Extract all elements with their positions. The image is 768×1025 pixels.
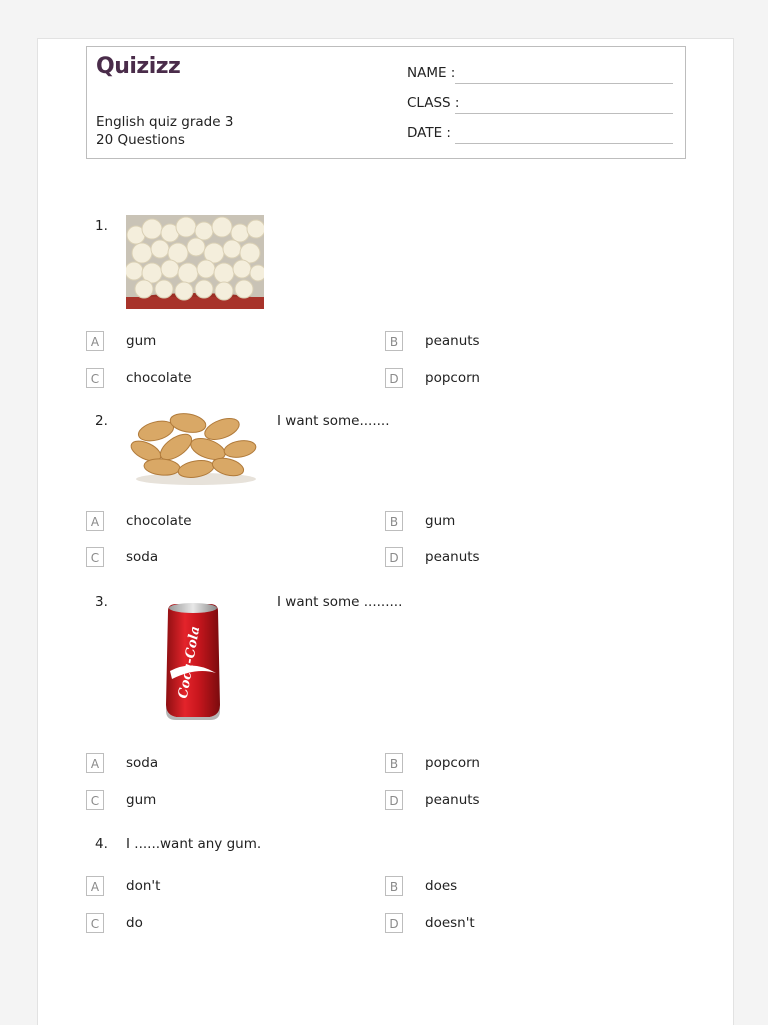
option-a-text[interactable]: gum [126,333,157,349]
option-d-box[interactable]: D [385,913,403,933]
option-a-box[interactable]: A [86,753,104,773]
quiz-title: English quiz grade 3 [96,114,234,130]
soda-can-image [162,601,224,721]
quizizz-logo: Quizizz [96,54,181,79]
question-number: 4. [95,836,108,852]
question-number: 2. [95,413,108,429]
option-b-box[interactable]: B [385,511,403,531]
name-label: NAME : [407,65,456,81]
question-number: 3. [95,594,108,610]
option-c-box[interactable]: C [86,547,104,567]
option-b-box[interactable]: B [385,331,403,351]
question-text: I want some....... [277,413,390,429]
peanuts-image [126,409,264,487]
option-d-box[interactable]: D [385,790,403,810]
option-b-box[interactable]: B [385,753,403,773]
option-a-box[interactable]: A [86,511,104,531]
option-b-text[interactable]: popcorn [425,755,480,771]
option-d-box[interactable]: D [385,547,403,567]
option-a-box[interactable]: A [86,331,104,351]
option-b-text[interactable]: gum [425,513,456,529]
question-number: 1. [95,218,108,234]
option-a-text[interactable]: don't [126,878,161,894]
option-d-text[interactable]: doesn't [425,915,475,931]
option-d-text[interactable]: popcorn [425,370,480,386]
option-a-text[interactable]: soda [126,755,159,771]
name-field[interactable] [455,83,673,84]
option-d-box[interactable]: D [385,368,403,388]
option-a-box[interactable]: A [86,876,104,896]
option-d-text[interactable]: peanuts [425,792,480,808]
option-c-box[interactable]: C [86,913,104,933]
option-c-box[interactable]: C [86,368,104,388]
question-text: I ......want any gum. [126,836,262,852]
option-d-text[interactable]: peanuts [425,549,480,565]
question-text: I want some ......... [277,594,403,610]
option-a-text[interactable]: chocolate [126,513,192,529]
worksheet-page [37,38,734,1025]
option-b-text[interactable]: peanuts [425,333,480,349]
class-label: CLASS : [407,95,460,111]
class-field[interactable] [455,113,673,114]
date-field[interactable] [455,143,673,144]
date-label: DATE : [407,125,451,141]
option-c-text[interactable]: gum [126,792,157,808]
option-b-box[interactable]: B [385,876,403,896]
question-count: 20 Questions [96,132,185,148]
soda-can-brand: Coca-Cola [175,625,204,700]
option-b-text[interactable]: does [425,878,458,894]
option-c-text[interactable]: do [126,915,143,931]
worksheet-header [86,46,686,159]
option-c-box[interactable]: C [86,790,104,810]
option-c-text[interactable]: soda [126,549,159,565]
option-c-text[interactable]: chocolate [126,370,192,386]
popcorn-image [126,215,264,309]
